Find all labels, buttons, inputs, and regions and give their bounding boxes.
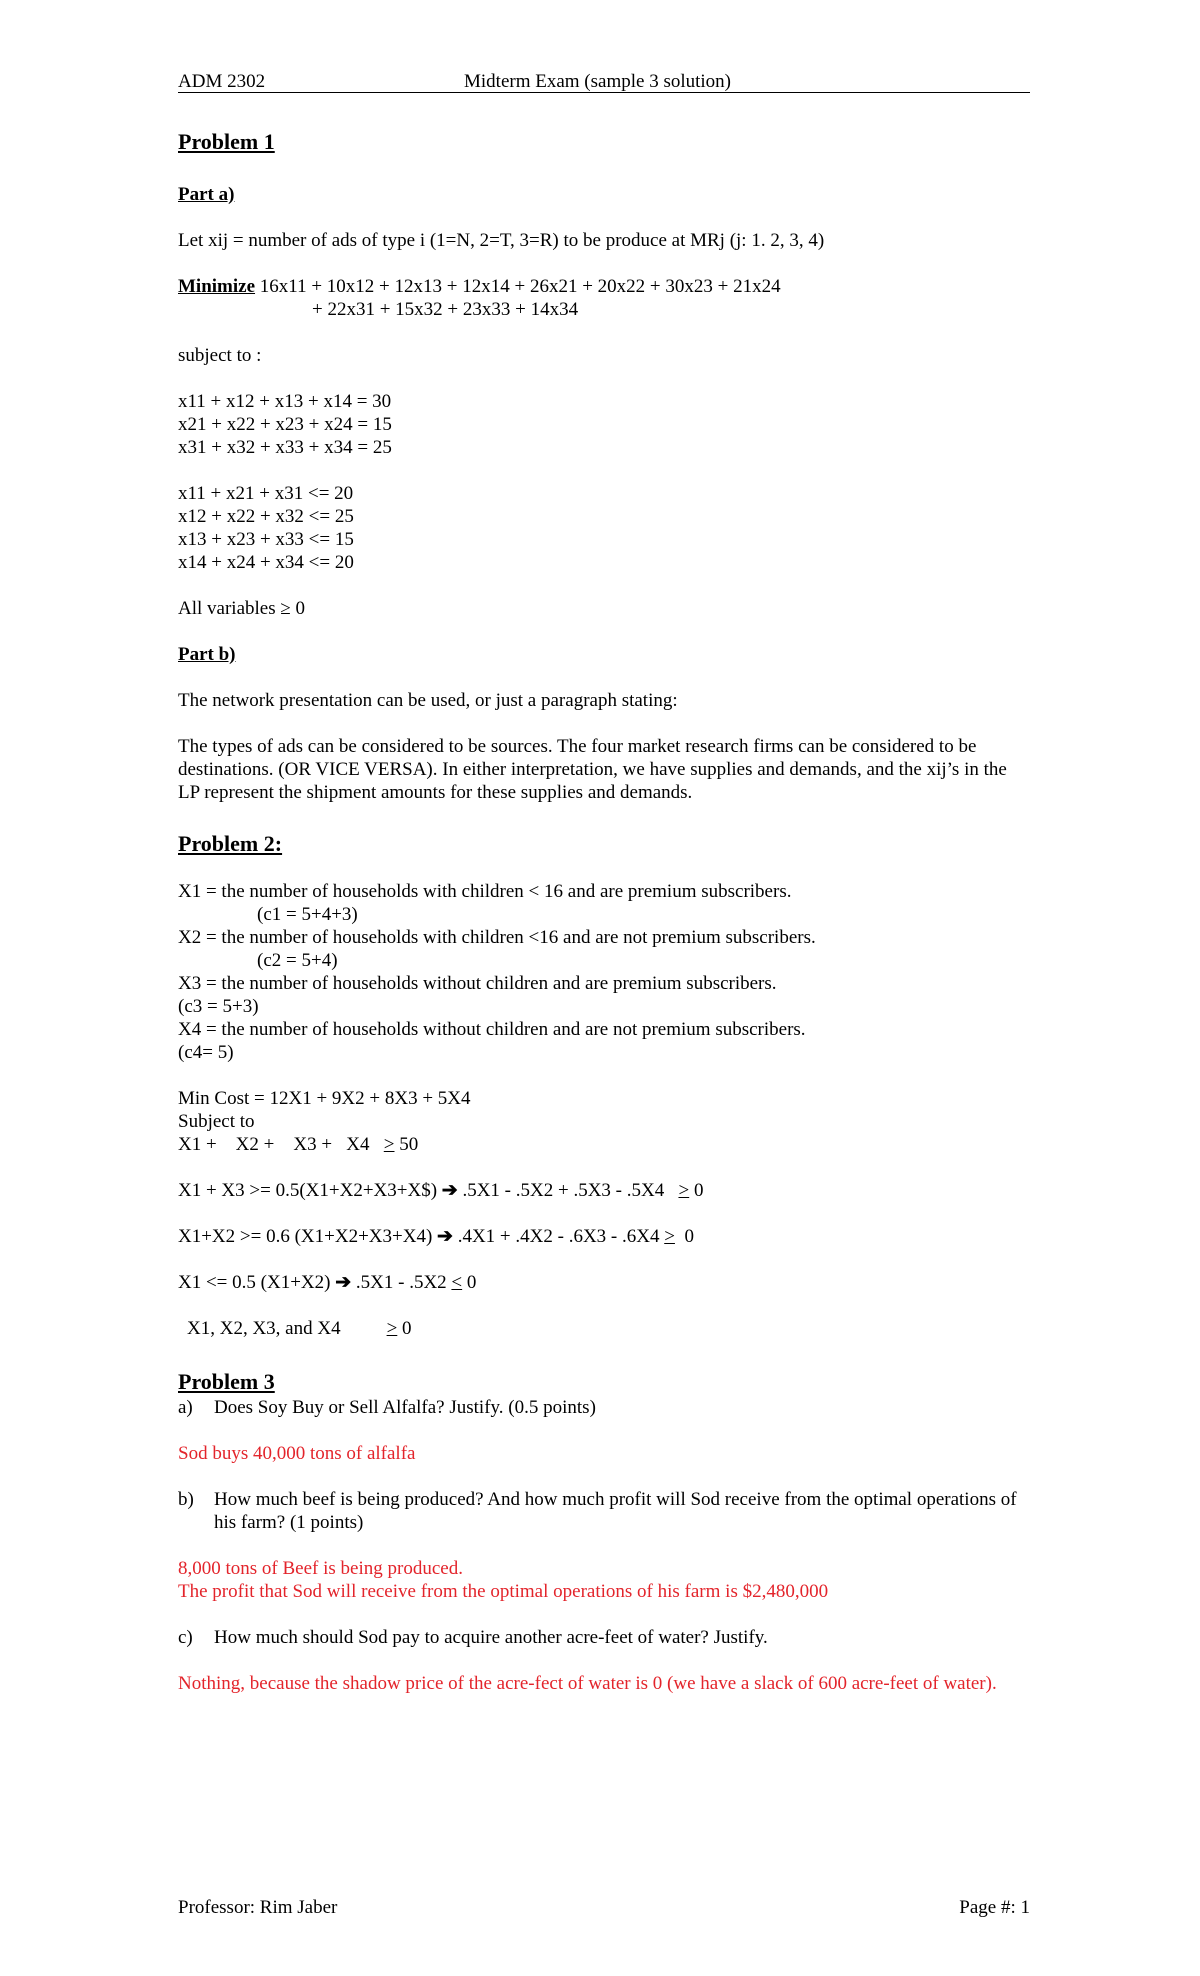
course-code: ADM 2302 xyxy=(178,71,266,92)
demand-constraint: x13 + x23 + x33 <= 15 xyxy=(178,529,354,550)
c3-cost: (c3 = 5+3) xyxy=(178,996,259,1017)
part-b-paragraph: The types of ads can be considered to be sources. The four market research firms can be considered to be destinations. (OR VICE VERSA). In either interpretation, we have supplies and demands, and the xij’s in the LP represent the shipment amounts for these supplies and demands. xyxy=(178,736,1007,803)
minimize-label: Minimize xyxy=(178,276,256,297)
children-constraint: X1+X2 >= 0.6 (X1+X2+X3+X4) ➔ .4X1 + .4X2 - .6X3 - .6X4 > 0 xyxy=(178,1226,694,1247)
total-households-constraint: X1 + X2 + X3 + X4 > 50 xyxy=(178,1134,419,1155)
question-b-text: How much beef is being produced? And how much profit will Sod receive from the optimal operations of his farm? (1 points) xyxy=(214,1489,1017,1533)
question-c xyxy=(178,1626,1030,1649)
part-b-label: Part b) xyxy=(178,644,236,665)
question-b-label: b) xyxy=(178,1489,194,1510)
question-c-label: c) xyxy=(178,1627,193,1648)
demand-constraint: x12 + x22 + x32 <= 25 xyxy=(178,506,354,527)
arrow-icon: ➔ xyxy=(335,1272,352,1293)
x3-definition: X3 = the number of households without children and are premium subscribers. xyxy=(178,973,777,994)
page-header xyxy=(178,70,1030,93)
supply-constraint: x11 + x12 + x13 + x14 = 30 xyxy=(178,391,392,412)
part-b-intro: The network presentation can be used, or just a paragraph stating: xyxy=(178,690,678,711)
min-cost-objective: Min Cost = 12X1 + 9X2 + 8X3 + 5X4 xyxy=(178,1088,471,1109)
problem1-heading: Problem 1 xyxy=(178,129,275,154)
answer-c: Nothing, because the shadow price of the acre-fect of water is 0 (we have a slack of 600 acre-feet of water). xyxy=(178,1673,997,1694)
footer-page-number: Page #: 1 xyxy=(959,1897,1030,1918)
c2-cost: (c2 = 5+4) xyxy=(257,950,338,971)
objective-line-1 xyxy=(178,275,1030,298)
subject-to: subject to : xyxy=(178,345,262,366)
geq-symbol: > xyxy=(383,1134,395,1155)
arrow-icon: ➔ xyxy=(441,1180,458,1201)
c4-cost: (c4= 5) xyxy=(178,1042,234,1063)
x2-definition: X2 = the number of households with children <16 and are not premium subscribers. xyxy=(178,927,816,948)
footer-professor: Professor: Rim Jaber xyxy=(178,1897,338,1918)
answer-a: Sod buys 40,000 tons of alfalfa xyxy=(178,1443,416,1464)
geq-symbol: > xyxy=(386,1318,398,1339)
objective-terms-1: 16x11 + 10x12 + 12x13 + 12x14 + 26x21 + 20x22 + 30x23 + 21x24 xyxy=(255,276,781,297)
demand-constraint: x11 + x21 + x31 <= 20 xyxy=(178,483,354,504)
leq-symbol: < xyxy=(451,1272,463,1293)
answer-b-profit: The profit that Sod will receive from the optimal operations of his farm is $2,480,000 xyxy=(178,1581,829,1602)
question-a-text: Does Soy Buy or Sell Alfalfa? Justify. (0.5 points) xyxy=(214,1397,596,1418)
question-a xyxy=(178,1396,1030,1419)
geq-symbol: > xyxy=(664,1226,675,1247)
question-b xyxy=(178,1488,1030,1534)
x1-limit-constraint: X1 <= 0.5 (X1+X2) ➔ .5X1 - .5X2 < 0 xyxy=(178,1272,477,1293)
subject-to-2: Subject to xyxy=(178,1111,255,1132)
answer-b-beef: 8,000 tons of Beef is being produced. xyxy=(178,1558,463,1579)
problem3-heading: Problem 3 xyxy=(178,1369,275,1394)
premium-constraint: X1 + X3 >= 0.5(X1+X2+X3+X$) ➔ .5X1 - .5X2 + .5X3 - .5X4 > 0 xyxy=(178,1180,704,1201)
x1-definition: X1 = the number of households with children < 16 and are premium subscribers. xyxy=(178,881,792,902)
objective-line-2: + 22x31 + 15x32 + 23x33 + 14x34 xyxy=(312,299,579,320)
exam-title: Midterm Exam (sample 3 solution) xyxy=(464,71,732,92)
question-c-text: How much should Sod pay to acquire another acre-feet of water? Justify. xyxy=(214,1627,768,1648)
question-a-label: a) xyxy=(178,1397,193,1418)
arrow-icon: ➔ xyxy=(437,1226,453,1247)
geq-symbol: > xyxy=(678,1180,690,1201)
part-a-label: Part a) xyxy=(178,184,235,205)
c1-cost: (c1 = 5+4+3) xyxy=(257,904,358,925)
supply-constraint: x21 + x22 + x23 + x24 = 15 xyxy=(178,414,392,435)
problem2-heading: Problem 2: xyxy=(178,831,283,856)
variable-definition: Let xij = number of ads of type i (1=N, 2=T, 3=R) to be produce at MRj (j: 1. 2, 3, 4) xyxy=(178,230,825,251)
supply-constraint: x31 + x32 + x33 + x34 = 25 xyxy=(178,437,392,458)
nonnegativity-2: X1, X2, X3, and X4 > 0 xyxy=(187,1318,412,1339)
demand-constraint: x14 + x24 + x34 <= 20 xyxy=(178,552,354,573)
page-content xyxy=(178,128,1030,1695)
x4-definition: X4 = the number of households without children and are not premium subscribers. xyxy=(178,1019,806,1040)
nonnegativity: All variables ≥ 0 xyxy=(178,598,306,619)
